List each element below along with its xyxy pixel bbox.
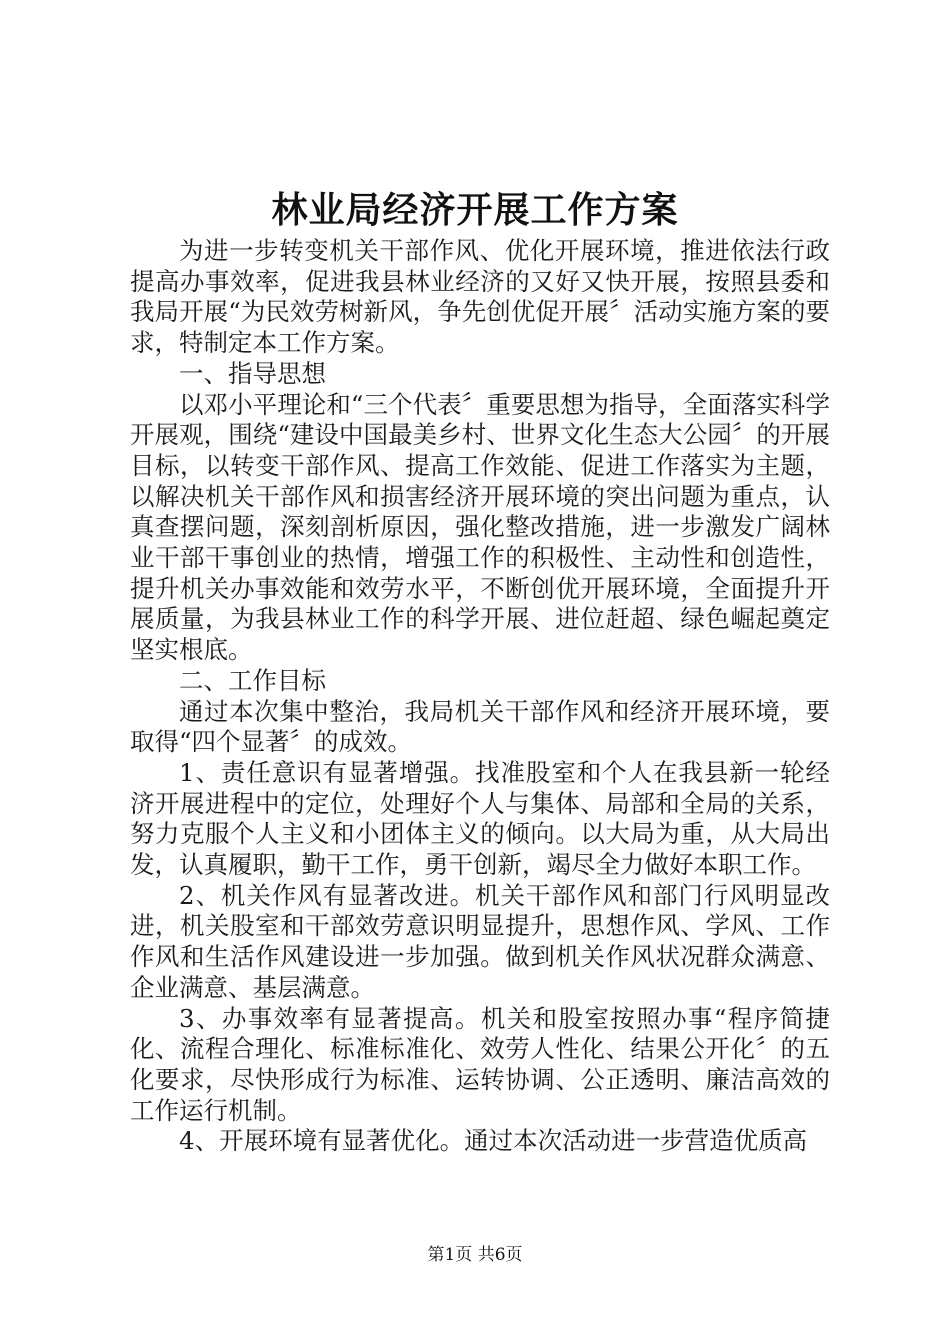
- goal-item-2: 2、机关作风有显著改进。机关干部作风和部门行风明显改进，机关股室和干部效劳意识明显提升，思想作风、学风、工作作风和生活作风建设进一步加强。做到机关作风状况群众满意、企业满意、基层满意。: [130, 880, 830, 1002]
- intro-paragraph: 为进一步转变机关干部作风、优化开展环境，推进依法行政提高办事效率，促进我县林业经济的又好又快开展，按照县委和我局开展“为民效劳树新风，争先创优促开展〞活动实施方案的要求，特制定本工作方案。: [130, 236, 830, 358]
- goal-item-1: 1、责任意识有显著增强。找准股室和个人在我县新一轮经济开展进程中的定位，处理好个人与集体、局部和全局的关系，努力克服个人主义和小团体主义的倾向。以大局为重，从大局出发，认真履职，勤干工作，勇干创新，竭尽全力做好本职工作。: [130, 757, 830, 880]
- section-heading-guiding-ideology: 一、指导思想: [179, 358, 326, 388]
- guiding-ideology-paragraph: 以邓小平理论和“三个代表〞重要思想为指导，全面落实科学开展观，围绕“建设中国最美乡村、世界文化生态大公园〞的开展目标，以转变干部作风、提高工作效能、促进工作落实为主题，以解决机关干部作风和损害经济开展环境的突出问题为重点，认真查摆问题，深刻剖析原因，强化整改措施，进一步激发广阔林业干部干事创业的热情，增强工作的积极性、主动性和创造性，提升机关办事效能和效劳水平，不断创优开展环境，全面提升开展质量，为我县林业工作的科学开展、进位赶超、绿色崛起奠定坚实根底。: [130, 389, 830, 665]
- document-body: [130, 236, 830, 1157]
- goal-item-4: 4、开展环境有显著优化。通过本次活动进一步营造优质高: [179, 1126, 808, 1156]
- document-title: 林业局经济开展工作方案: [271, 189, 679, 231]
- work-goals-paragraph: 通过本次集中整治，我局机关干部作风和经济开展环境，要取得“四个显著〞的成效。: [130, 696, 830, 757]
- section-heading-work-goals: 二、工作目标: [179, 665, 326, 695]
- page-number-footer: 第1页 共6页: [427, 1245, 523, 1265]
- goal-item-3: 3、办事效率有显著提高。机关和股室按照办事“程序简捷化、流程合理化、标准标准化、效劳人性化、结果公开化〞的五化要求，尽快形成行为标准、运转协调、公正透明、廉洁高效的工作运行机制。: [130, 1003, 830, 1125]
